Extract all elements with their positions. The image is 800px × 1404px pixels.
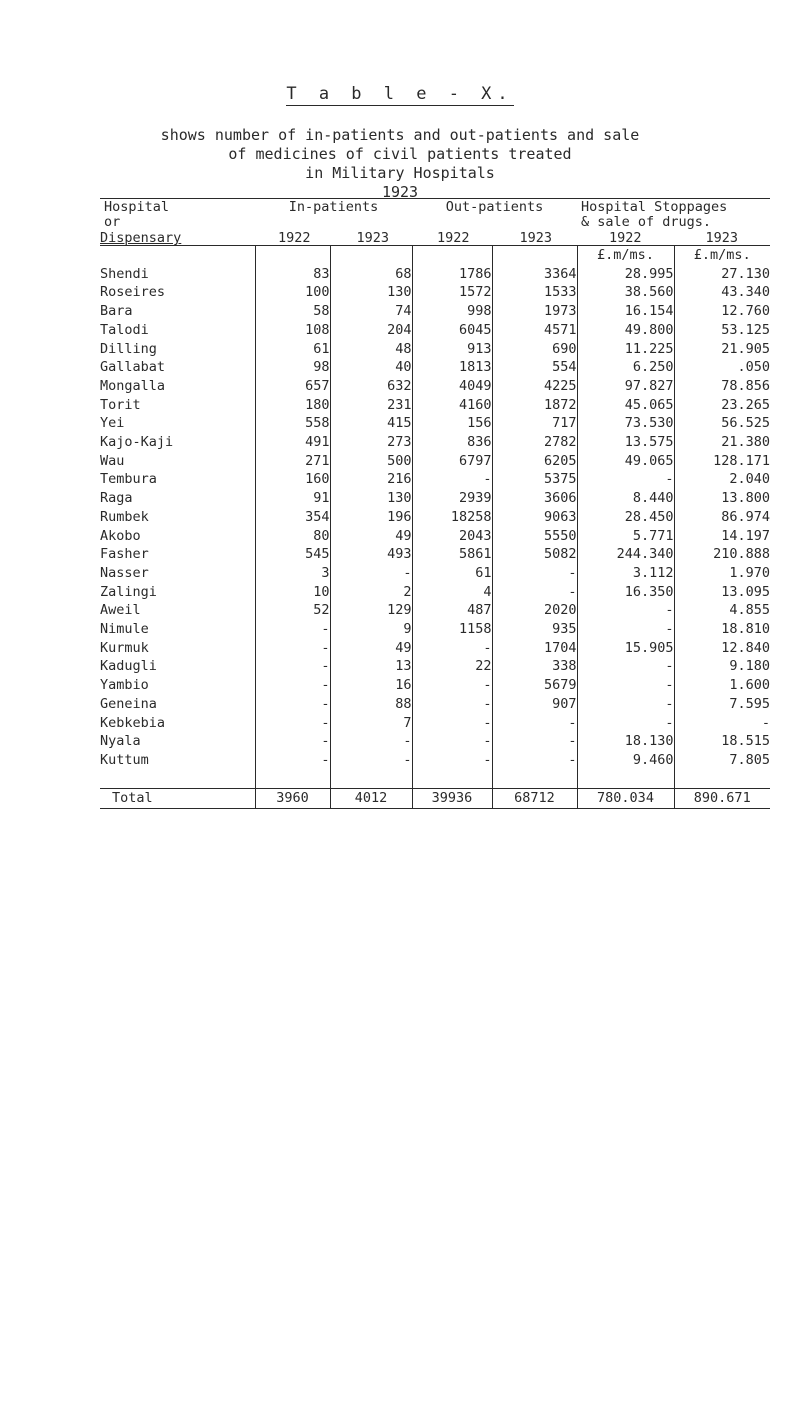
- table-row: [100, 302, 770, 321]
- table-row: [100, 489, 770, 508]
- cell-out22: 1786: [412, 265, 492, 284]
- cell-in22: 98: [255, 358, 330, 377]
- cell-st23: 27.130: [674, 265, 770, 284]
- cell-st22: 8.440: [577, 489, 674, 508]
- header-hospital-line2: or: [104, 214, 121, 230]
- cell-in22: -: [255, 639, 330, 658]
- cell-st23: 12.840: [674, 639, 770, 658]
- cell-out22: 5861: [412, 545, 492, 564]
- cell-st22: -: [577, 620, 674, 639]
- header-stoppages-line1: Hospital Stoppages: [581, 199, 728, 215]
- cell-out22: -: [412, 695, 492, 714]
- cell-out23: -: [492, 583, 577, 602]
- hospital-name: Talodi: [100, 321, 149, 338]
- hospital-name: Gallabat: [100, 359, 166, 376]
- cell-in23: 13: [330, 657, 412, 676]
- cell-out22: 4160: [412, 396, 492, 415]
- cell-st23: 78.856: [674, 377, 770, 396]
- cell-in22: 558: [255, 414, 330, 433]
- header-hospital-line3: Dispensary: [100, 230, 182, 246]
- cell-st23: 53.125: [674, 321, 770, 340]
- header-stoppages-line2: & sale of drugs.: [581, 214, 712, 230]
- cell-in23: 204: [330, 321, 412, 340]
- cell-st22: 97.827: [577, 377, 674, 396]
- table-row: [100, 265, 770, 284]
- cell-in22: 354: [255, 508, 330, 527]
- cell-in23: 130: [330, 489, 412, 508]
- cell-out23: 1872: [492, 396, 577, 415]
- cell-out22: 2939: [412, 489, 492, 508]
- cell-out22: -: [412, 676, 492, 695]
- cell-st22: 5.771: [577, 527, 674, 546]
- hospital-name: Kajo-Kaji: [100, 434, 174, 451]
- cell-st23: 128.171: [674, 452, 770, 471]
- hospital-name: Aweil: [100, 602, 141, 619]
- cell-in22: 108: [255, 321, 330, 340]
- cell-st23: 14.197: [674, 527, 770, 546]
- cell-st23: 9.180: [674, 657, 770, 676]
- cell-st23: 4.855: [674, 601, 770, 620]
- table-row: [100, 751, 770, 770]
- hospital-name: Rumbek: [100, 508, 149, 525]
- cell-in23: 500: [330, 452, 412, 471]
- cell-in23: 16: [330, 676, 412, 695]
- cell-out23: 3606: [492, 489, 577, 508]
- cell-out23: 935: [492, 620, 577, 639]
- table-title: T a b l e - X.: [286, 84, 514, 104]
- header-year: 1922: [436, 230, 470, 246]
- cell-st23: 18.810: [674, 620, 770, 639]
- total-st22: 780.034: [577, 789, 674, 809]
- cell-out22: 2043: [412, 527, 492, 546]
- table-row: [100, 452, 770, 471]
- cell-out23: 1704: [492, 639, 577, 658]
- cell-in22: 180: [255, 396, 330, 415]
- cell-out23: 9063: [492, 508, 577, 527]
- hospital-name: Geneina: [100, 695, 157, 712]
- cell-out23: 1973: [492, 302, 577, 321]
- table-row: [100, 527, 770, 546]
- cell-out23: 5550: [492, 527, 577, 546]
- table-row: [100, 433, 770, 452]
- cell-st23: 21.380: [674, 433, 770, 452]
- total-row: [100, 789, 770, 809]
- cell-st22: 6.250: [577, 358, 674, 377]
- total-out22: 39936: [412, 789, 492, 809]
- cell-in23: 196: [330, 508, 412, 527]
- table-row: [100, 414, 770, 433]
- cell-in23: 7: [330, 714, 412, 733]
- cell-st22: -: [577, 470, 674, 489]
- cell-st22: 73.530: [577, 414, 674, 433]
- hospital-name: Zalingi: [100, 583, 157, 600]
- table-row: [100, 732, 770, 751]
- cell-in22: 160: [255, 470, 330, 489]
- cell-st22: 28.450: [577, 508, 674, 527]
- cell-out22: 4049: [412, 377, 492, 396]
- cell-in23: 2: [330, 583, 412, 602]
- cell-in22: 83: [255, 265, 330, 284]
- cell-out23: 690: [492, 340, 577, 359]
- table-row: [100, 508, 770, 527]
- cell-out22: 913: [412, 340, 492, 359]
- table-row: [100, 676, 770, 695]
- cell-out22: -: [412, 751, 492, 770]
- caption-line: in Military Hospitals: [305, 164, 495, 182]
- cell-st22: 16.350: [577, 583, 674, 602]
- cell-out22: 1572: [412, 283, 492, 302]
- cell-in23: 49: [330, 639, 412, 658]
- table-row: [100, 396, 770, 415]
- cell-in22: -: [255, 732, 330, 751]
- cell-st22: 11.225: [577, 340, 674, 359]
- cell-in22: 58: [255, 302, 330, 321]
- cell-in23: -: [330, 732, 412, 751]
- table-caption: [0, 126, 800, 202]
- table-row: [100, 470, 770, 489]
- header-year: 1923: [705, 230, 738, 246]
- cell-st23: 18.515: [674, 732, 770, 751]
- hospital-name: Tembura: [100, 471, 157, 488]
- cell-st23: 23.265: [674, 396, 770, 415]
- table-row: [100, 340, 770, 359]
- table-row: [100, 695, 770, 714]
- cell-out23: 5375: [492, 470, 577, 489]
- cell-out22: -: [412, 714, 492, 733]
- cell-st23: 12.760: [674, 302, 770, 321]
- header-inpatients: [255, 199, 412, 246]
- cell-in23: 130: [330, 283, 412, 302]
- table-row: [100, 601, 770, 620]
- hospital-name: Kuttum: [100, 751, 149, 768]
- hospital-name: Yambio: [100, 677, 149, 694]
- hospital-name: Bara: [100, 303, 133, 320]
- header-year: 1922: [608, 230, 642, 246]
- hospital-name: Raga: [100, 490, 133, 507]
- cell-st23: 43.340: [674, 283, 770, 302]
- table-row: [100, 358, 770, 377]
- hospital-name: Mongalla: [100, 377, 166, 394]
- cell-in22: -: [255, 695, 330, 714]
- cell-out23: -: [492, 751, 577, 770]
- cell-out22: 836: [412, 433, 492, 452]
- table-row: [100, 545, 770, 564]
- cell-out22: -: [412, 470, 492, 489]
- cell-out23: 717: [492, 414, 577, 433]
- cell-in23: 74: [330, 302, 412, 321]
- table-row: [100, 639, 770, 658]
- cell-in23: 632: [330, 377, 412, 396]
- cell-out22: 61: [412, 564, 492, 583]
- hospital-name: Nimule: [100, 621, 149, 638]
- cell-out23: 554: [492, 358, 577, 377]
- table-row: [100, 714, 770, 733]
- hospital-name: Dilling: [100, 340, 157, 357]
- cell-in23: 48: [330, 340, 412, 359]
- cell-in23: 9: [330, 620, 412, 639]
- cell-out22: 4: [412, 583, 492, 602]
- cell-out22: 1813: [412, 358, 492, 377]
- cell-st22: -: [577, 714, 674, 733]
- cell-in23: 273: [330, 433, 412, 452]
- cell-st23: 56.525: [674, 414, 770, 433]
- hospital-name: Kebkebia: [100, 714, 166, 731]
- cell-st23: 7.595: [674, 695, 770, 714]
- unit-label: £.m/ms.: [577, 246, 674, 265]
- cell-out23: 4225: [492, 377, 577, 396]
- hospital-name: Yei: [100, 415, 125, 432]
- hospital-name: Akobo: [100, 527, 141, 544]
- cell-st22: 16.154: [577, 302, 674, 321]
- cell-st22: 38.560: [577, 283, 674, 302]
- hospital-name: Fasher: [100, 546, 149, 563]
- total-st23: 890.671: [674, 789, 770, 809]
- cell-out23: 2020: [492, 601, 577, 620]
- cell-out22: 18258: [412, 508, 492, 527]
- cell-st23: 86.974: [674, 508, 770, 527]
- cell-out23: 1533: [492, 283, 577, 302]
- cell-st22: 15.905: [577, 639, 674, 658]
- header-outpatients: [412, 199, 577, 246]
- cell-out23: 6205: [492, 452, 577, 471]
- cell-in22: -: [255, 620, 330, 639]
- total-out23: 68712: [492, 789, 577, 809]
- cell-st22: 49.800: [577, 321, 674, 340]
- cell-out23: -: [492, 714, 577, 733]
- table-row: [100, 657, 770, 676]
- cell-out23: 338: [492, 657, 577, 676]
- cell-out22: 998: [412, 302, 492, 321]
- cell-in23: 493: [330, 545, 412, 564]
- cell-st22: 13.575: [577, 433, 674, 452]
- table-row: [100, 583, 770, 602]
- cell-out23: 907: [492, 695, 577, 714]
- hospital-name: Wau: [100, 452, 125, 469]
- cell-out22: 22: [412, 657, 492, 676]
- unit-row: [100, 246, 770, 265]
- table-row: [100, 620, 770, 639]
- cell-out22: -: [412, 732, 492, 751]
- cell-in22: 91: [255, 489, 330, 508]
- cell-st22: -: [577, 601, 674, 620]
- table-row: [100, 377, 770, 396]
- cell-st22: -: [577, 657, 674, 676]
- cell-in22: 545: [255, 545, 330, 564]
- total-label: Total: [100, 789, 255, 809]
- hospital-name: Shendi: [100, 265, 149, 282]
- header-year: 1923: [519, 230, 552, 246]
- cell-in23: 88: [330, 695, 412, 714]
- total-in23: 4012: [330, 789, 412, 809]
- cell-in23: 231: [330, 396, 412, 415]
- caption-line: shows number of in-patients and out-patients and sale: [160, 126, 640, 144]
- hospital-name: Nyala: [100, 733, 141, 750]
- hospital-name: Roseires: [100, 284, 166, 301]
- cell-st23: 13.800: [674, 489, 770, 508]
- cell-in23: 216: [330, 470, 412, 489]
- hospital-name: Kurmuk: [100, 639, 149, 656]
- cell-in22: 80: [255, 527, 330, 546]
- cell-in22: 61: [255, 340, 330, 359]
- cell-in22: -: [255, 657, 330, 676]
- cell-st23: 21.905: [674, 340, 770, 359]
- cell-in22: 491: [255, 433, 330, 452]
- cell-out23: 4571: [492, 321, 577, 340]
- cell-out22: 6797: [412, 452, 492, 471]
- cell-in22: -: [255, 676, 330, 695]
- hospital-name: Torit: [100, 396, 141, 413]
- cell-in22: 100: [255, 283, 330, 302]
- cell-in22: 10: [255, 583, 330, 602]
- hospital-name: Kadugli: [100, 658, 157, 675]
- cell-in22: 271: [255, 452, 330, 471]
- cell-st22: 9.460: [577, 751, 674, 770]
- cell-st23: 1.970: [674, 564, 770, 583]
- cell-st22: 45.065: [577, 396, 674, 415]
- cell-out22: 6045: [412, 321, 492, 340]
- cell-st22: 49.065: [577, 452, 674, 471]
- cell-st22: 28.995: [577, 265, 674, 284]
- cell-out23: -: [492, 564, 577, 583]
- cell-out23: 5082: [492, 545, 577, 564]
- cell-st23: 7.805: [674, 751, 770, 770]
- cell-st22: 18.130: [577, 732, 674, 751]
- cell-out23: 5679: [492, 676, 577, 695]
- cell-out22: 156: [412, 414, 492, 433]
- cell-in22: 657: [255, 377, 330, 396]
- table-row: [100, 283, 770, 302]
- cell-in23: -: [330, 751, 412, 770]
- cell-st23: .050: [674, 358, 770, 377]
- header-year: 1923: [356, 230, 389, 246]
- cell-st22: 3.112: [577, 564, 674, 583]
- cell-st23: 2.040: [674, 470, 770, 489]
- cell-out23: 2782: [492, 433, 577, 452]
- total-in22: 3960: [255, 789, 330, 809]
- cell-out22: 1158: [412, 620, 492, 639]
- caption-line: 1923: [381, 183, 419, 201]
- cell-out23: 3364: [492, 265, 577, 284]
- header-inpatients-label: In-patients: [288, 199, 379, 215]
- cell-out23: -: [492, 732, 577, 751]
- hospital-table: [100, 198, 770, 809]
- cell-st22: -: [577, 695, 674, 714]
- cell-out22: 487: [412, 601, 492, 620]
- table-row: [100, 564, 770, 583]
- cell-in22: 3: [255, 564, 330, 583]
- header-stoppages: [577, 199, 770, 246]
- header-hospital: [100, 199, 255, 246]
- cell-st23: 1.600: [674, 676, 770, 695]
- cell-in23: 415: [330, 414, 412, 433]
- cell-st22: 244.340: [577, 545, 674, 564]
- hospital-name: Nasser: [100, 564, 149, 581]
- cell-in22: 52: [255, 601, 330, 620]
- header-year: 1922: [277, 230, 311, 246]
- unit-label: £.m/ms.: [674, 246, 770, 265]
- caption-line: of medicines of civil patients treated: [228, 145, 572, 163]
- cell-in23: 40: [330, 358, 412, 377]
- cell-in22: -: [255, 714, 330, 733]
- cell-st23: 210.888: [674, 545, 770, 564]
- cell-out22: -: [412, 639, 492, 658]
- cell-st23: 13.095: [674, 583, 770, 602]
- cell-in23: 49: [330, 527, 412, 546]
- table-row: [100, 321, 770, 340]
- cell-in23: -: [330, 564, 412, 583]
- header-hospital-line1: Hospital: [104, 199, 170, 215]
- cell-st23: -: [674, 714, 770, 733]
- spacer-row: [100, 770, 770, 789]
- cell-in23: 68: [330, 265, 412, 284]
- cell-in22: -: [255, 751, 330, 770]
- cell-st22: -: [577, 676, 674, 695]
- header-outpatients-label: Out-patients: [445, 199, 544, 215]
- cell-in23: 129: [330, 601, 412, 620]
